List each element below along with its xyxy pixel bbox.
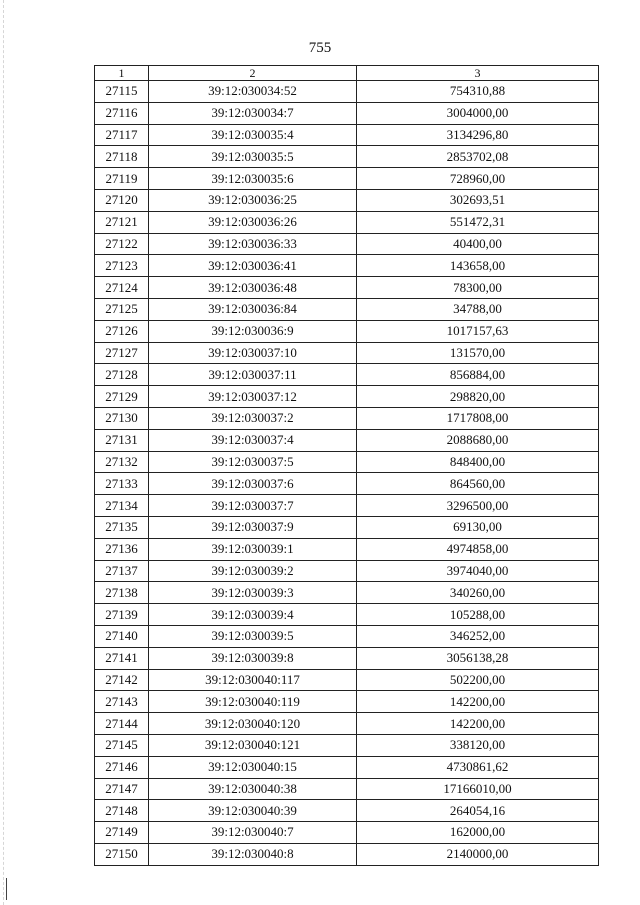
value-cell: 728960,00 [357,168,599,190]
value-cell: 340260,00 [357,582,599,604]
cadastral-number-cell: 39:12:030036:48 [149,277,357,299]
table-row [95,211,599,233]
table-row [95,495,599,517]
value-cell: 346252,00 [357,625,599,647]
cadastral-number-cell: 39:12:030036:84 [149,298,357,320]
cadastral-number-cell: 39:12:030036:26 [149,211,357,233]
row-number-cell: 27135 [95,516,149,538]
table-row [95,81,599,103]
table-header [95,66,599,81]
table-row [95,277,599,299]
row-number-cell: 27121 [95,211,149,233]
value-cell: 34788,00 [357,298,599,320]
table-row [95,516,599,538]
row-number-cell: 27115 [95,81,149,103]
value-cell: 3134296,80 [357,124,599,146]
row-number-cell: 27125 [95,298,149,320]
page-number: 755 [308,40,332,56]
cadastral-number-cell: 39:12:030037:4 [149,429,357,451]
table-row [95,342,599,364]
table-row [95,429,599,451]
row-number-cell: 27150 [95,843,149,865]
cadastral-number-cell: 39:12:030036:33 [149,233,357,255]
table-row [95,800,599,822]
value-cell: 69130,00 [357,516,599,538]
table-row [95,713,599,735]
value-cell: 338120,00 [357,734,599,756]
table-row [95,560,599,582]
row-number-cell: 27122 [95,233,149,255]
cadastral-number-cell: 39:12:030040:38 [149,778,357,800]
value-cell: 302693,51 [357,189,599,211]
cadastral-number-cell: 39:12:030040:15 [149,756,357,778]
header-row [95,66,599,81]
row-number-cell: 27143 [95,691,149,713]
header-column-3: 3 [357,66,599,81]
cadastral-number-cell: 39:12:030037:11 [149,364,357,386]
table-row [95,102,599,124]
cadastral-number-cell: 39:12:030040:121 [149,734,357,756]
row-number-cell: 27142 [95,669,149,691]
cadastral-number-cell: 39:12:030037:5 [149,451,357,473]
table-row [95,146,599,168]
cadastral-number-cell: 39:12:030039:3 [149,582,357,604]
table-row [95,189,599,211]
row-number-cell: 27140 [95,625,149,647]
table-row [95,124,599,146]
value-cell: 17166010,00 [357,778,599,800]
row-number-cell: 27147 [95,778,149,800]
cadastral-number-cell: 39:12:030039:8 [149,647,357,669]
row-number-cell: 27130 [95,407,149,429]
row-number-cell: 27123 [95,255,149,277]
row-number-cell: 27127 [95,342,149,364]
value-cell: 502200,00 [357,669,599,691]
table-row [95,843,599,865]
row-number-cell: 27145 [95,734,149,756]
cadastral-number-cell: 39:12:030040:39 [149,800,357,822]
row-number-cell: 27128 [95,364,149,386]
margin-mark [6,878,7,900]
table-row [95,451,599,473]
row-number-cell: 27118 [95,146,149,168]
table-row [95,473,599,495]
cadastral-number-cell: 39:12:030034:52 [149,81,357,103]
row-number-cell: 27144 [95,713,149,735]
cadastral-number-cell: 39:12:030039:1 [149,538,357,560]
cadastral-number-cell: 39:12:030040:120 [149,713,357,735]
row-number-cell: 27129 [95,386,149,408]
value-cell: 3296500,00 [357,495,599,517]
value-cell: 856884,00 [357,364,599,386]
value-cell: 2140000,00 [357,843,599,865]
cadastral-number-cell: 39:12:030039:2 [149,560,357,582]
cadastral-number-cell: 39:12:030037:10 [149,342,357,364]
value-cell: 40400,00 [357,233,599,255]
row-number-cell: 27117 [95,124,149,146]
row-number-cell: 27149 [95,822,149,844]
row-number-cell: 27137 [95,560,149,582]
value-cell: 4974858,00 [357,538,599,560]
value-cell: 4730861,62 [357,756,599,778]
value-cell: 142200,00 [357,691,599,713]
table-row [95,386,599,408]
cadastral-number-cell: 39:12:030035:4 [149,124,357,146]
value-cell: 848400,00 [357,451,599,473]
table-row [95,778,599,800]
header-column-2: 2 [149,66,357,81]
cadastral-number-cell: 39:12:030040:119 [149,691,357,713]
cadastral-number-cell: 39:12:030035:5 [149,146,357,168]
cadastral-number-cell: 39:12:030040:117 [149,669,357,691]
value-cell: 2853702,08 [357,146,599,168]
table-row [95,582,599,604]
table-row [95,669,599,691]
row-number-cell: 27136 [95,538,149,560]
cadastral-number-cell: 39:12:030040:8 [149,843,357,865]
cadastral-number-cell: 39:12:030036:25 [149,189,357,211]
row-number-cell: 27134 [95,495,149,517]
value-cell: 78300,00 [357,277,599,299]
cadastral-number-cell: 39:12:030037:7 [149,495,357,517]
table-row [95,647,599,669]
row-number-cell: 27139 [95,604,149,626]
table-row [95,538,599,560]
value-cell: 3004000,00 [357,102,599,124]
value-cell: 2088680,00 [357,429,599,451]
table-row [95,734,599,756]
cadastral-number-cell: 39:12:030039:4 [149,604,357,626]
value-cell: 1717808,00 [357,407,599,429]
table-row [95,407,599,429]
row-number-cell: 27146 [95,756,149,778]
table-row [95,168,599,190]
cadastral-number-cell: 39:12:030037:2 [149,407,357,429]
table-row [95,233,599,255]
left-margin-line [3,0,4,905]
row-number-cell: 27126 [95,320,149,342]
cadastral-number-cell: 39:12:030035:6 [149,168,357,190]
table-row [95,625,599,647]
cadastral-number-cell: 39:12:030036:9 [149,320,357,342]
table-row [95,822,599,844]
value-cell: 162000,00 [357,822,599,844]
cadastral-number-cell: 39:12:030040:7 [149,822,357,844]
table-row [95,298,599,320]
value-cell: 3974040,00 [357,560,599,582]
value-cell: 264054,16 [357,800,599,822]
row-number-cell: 27138 [95,582,149,604]
table-row [95,604,599,626]
value-cell: 131570,00 [357,342,599,364]
cadastral-number-cell: 39:12:030037:9 [149,516,357,538]
table-row [95,691,599,713]
value-cell: 105288,00 [357,604,599,626]
cadastral-number-cell: 39:12:030039:5 [149,625,357,647]
value-cell: 298820,00 [357,386,599,408]
row-number-cell: 27119 [95,168,149,190]
table-row [95,364,599,386]
value-cell: 3056138,28 [357,647,599,669]
value-cell: 143658,00 [357,255,599,277]
value-cell: 551472,31 [357,211,599,233]
registry-table [94,65,599,866]
table-body [95,81,599,866]
row-number-cell: 27124 [95,277,149,299]
row-number-cell: 27148 [95,800,149,822]
row-number-cell: 27133 [95,473,149,495]
table-row [95,320,599,342]
row-number-cell: 27116 [95,102,149,124]
row-number-cell: 27120 [95,189,149,211]
cadastral-number-cell: 39:12:030036:41 [149,255,357,277]
cadastral-number-cell: 39:12:030037:12 [149,386,357,408]
value-cell: 142200,00 [357,713,599,735]
table-row [95,255,599,277]
value-cell: 754310,88 [357,81,599,103]
cadastral-number-cell: 39:12:030037:6 [149,473,357,495]
value-cell: 1017157,63 [357,320,599,342]
header-column-1: 1 [95,66,149,81]
row-number-cell: 27132 [95,451,149,473]
row-number-cell: 27141 [95,647,149,669]
table-row [95,756,599,778]
value-cell: 864560,00 [357,473,599,495]
cadastral-number-cell: 39:12:030034:7 [149,102,357,124]
row-number-cell: 27131 [95,429,149,451]
